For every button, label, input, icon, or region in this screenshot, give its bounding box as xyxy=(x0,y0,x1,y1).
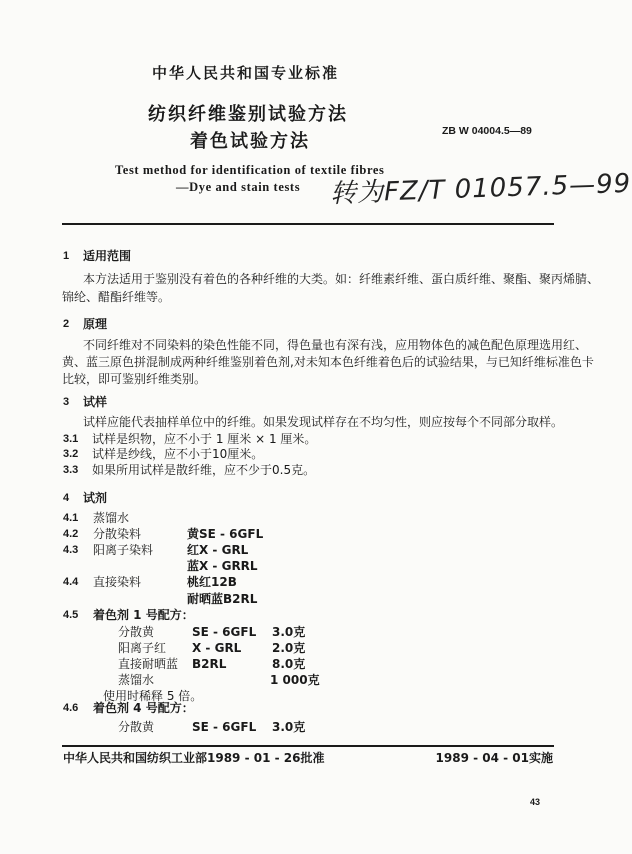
recipe-ingredient: 分散黄 xyxy=(118,625,155,639)
recipe-amount: 3.0克 xyxy=(272,720,306,734)
recipe-ingredient: 分散黄 xyxy=(118,720,155,734)
recipe-ingredient: 阳离子红 xyxy=(118,641,167,655)
recipe-amount: 8.0克 xyxy=(272,657,306,671)
section-number: 4 xyxy=(63,492,70,504)
english-title-line-2: —Dye and stain tests xyxy=(176,180,301,194)
section-number: 3 xyxy=(63,396,70,408)
reagent-value: 黄SE - 6GFL xyxy=(187,527,264,541)
section-number: 1 xyxy=(63,250,70,262)
item-number: 3.1 xyxy=(63,433,79,445)
paragraph-line: 不同纤维对不同染料的染色性能不同，得色量也有深有浅，应用物体色的减色配色原理选用红、 xyxy=(83,338,588,352)
paragraph-line: 试样应能代表抽样单位中的纤维。如果发现试样存在不均匀性，则应按每个不同部分取样。 xyxy=(83,415,564,429)
title-line-1: 纺织纤维鉴别试验方法 xyxy=(148,104,348,125)
paragraph-line: 黄、蓝三原色拼混制成两种纤维鉴别着色剂,对未知本色纤维着色后的试验结果，与已知纤维标准色卡 xyxy=(62,355,594,369)
issuer-heading: 中华人民共和国专业标准 xyxy=(152,64,340,82)
paragraph-line: 本方法适用于鉴别没有着色的各种纤维的大类。如：纤维素纤维、蛋白质纤维、聚酯、聚丙烯腈、 xyxy=(83,272,600,286)
reagent-value: 耐晒蓝B2RL xyxy=(187,592,258,606)
item-number: 3.2 xyxy=(63,448,79,460)
recipe-amount: 1 000克 xyxy=(270,673,320,687)
recipe-title: 着色剂 4 号配方： xyxy=(93,701,194,715)
item-number: 4.5 xyxy=(63,609,79,621)
section-number: 2 xyxy=(63,318,70,330)
page-number: 43 xyxy=(530,797,541,807)
handwritten-note: 转为FZ/T 01057.5—99 xyxy=(329,168,632,210)
recipe-code: SE - 6GFL xyxy=(192,720,257,734)
recipe-amount: 3.0克 xyxy=(272,625,306,639)
section-title: 适用范围 xyxy=(83,249,132,263)
recipe-amount: 2.0克 xyxy=(272,641,306,655)
reagent-value: 桃红12B xyxy=(187,575,237,589)
reagent-name: 直接染料 xyxy=(93,575,142,589)
section-title: 原理 xyxy=(83,317,108,331)
reagent-value: 红X - GRL xyxy=(187,543,249,557)
reagent-name: 蒸馏水 xyxy=(93,511,130,525)
recipe-code: B2RL xyxy=(192,657,227,671)
section-title: 试样 xyxy=(83,395,108,409)
reagent-name: 分散染料 xyxy=(93,527,142,541)
recipe-ingredient: 蒸馏水 xyxy=(118,673,155,687)
item-number: 4.3 xyxy=(63,544,79,556)
footer-divider xyxy=(62,745,554,747)
item-number: 4.1 xyxy=(63,512,79,524)
effective-date: 1989 - 04 - 01实施 xyxy=(435,751,553,765)
paragraph-line: 比较，即可鉴别纤维类别。 xyxy=(62,372,207,386)
item-number: 4.6 xyxy=(63,702,79,714)
item-text: 试样是织物，应不小于 1 厘米 × 1 厘米。 xyxy=(92,432,317,446)
reagent-name: 阳离子染料 xyxy=(93,543,154,557)
recipe-note: 使用时稀释 5 倍。 xyxy=(103,689,203,703)
standard-number: ZB W 04004.5—89 xyxy=(442,125,532,137)
item-text: 试样是纱线，应不小于10厘米。 xyxy=(92,447,264,461)
recipe-ingredient: 直接耐晒蓝 xyxy=(118,657,179,671)
recipe-code: X - GRL xyxy=(192,641,242,655)
english-title-line-1: Test method for identification of textile fibres xyxy=(115,163,385,177)
item-text: 如果所用试样是散纤维，应不少于0.5克。 xyxy=(92,463,316,477)
header-divider xyxy=(62,223,554,225)
approval-date: 中华人民共和国纺织工业部1989 - 01 - 26批准 xyxy=(63,751,325,765)
title-line-2: 着色试验方法 xyxy=(190,131,310,152)
recipe-title: 着色剂 1 号配方： xyxy=(93,608,194,622)
paragraph-line: 锦纶、醋酯纤维等。 xyxy=(62,290,171,304)
reagent-value: 蓝X - GRRL xyxy=(187,559,258,573)
item-number: 3.3 xyxy=(63,464,79,476)
section-title: 试剂 xyxy=(83,491,108,505)
item-number: 4.4 xyxy=(63,576,79,588)
recipe-code: SE - 6GFL xyxy=(192,625,257,639)
item-number: 4.2 xyxy=(63,528,79,540)
